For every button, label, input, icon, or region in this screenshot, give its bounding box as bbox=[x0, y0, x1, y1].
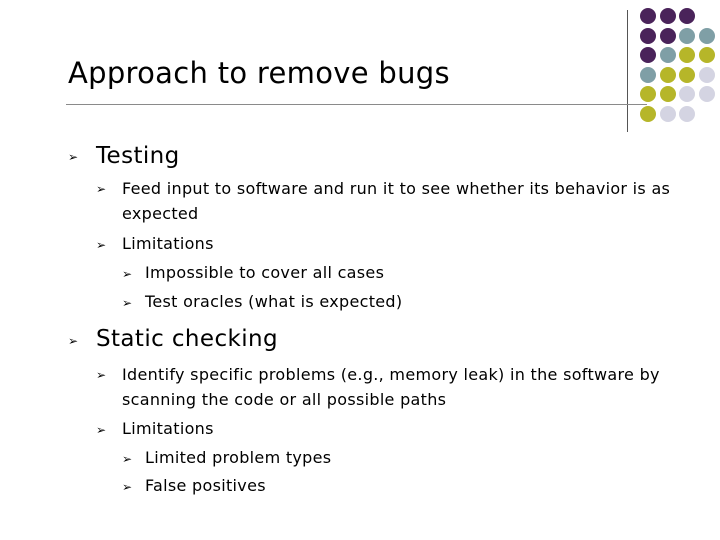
decorative-dot bbox=[660, 67, 676, 83]
decorative-dot bbox=[679, 86, 695, 102]
static-item-limitations: Limitations bbox=[122, 419, 214, 438]
section-heading-testing: Testing bbox=[96, 143, 180, 169]
static-limitation-false-positives: False positives bbox=[145, 476, 266, 495]
bullet-arrow-icon: ➢ bbox=[96, 368, 107, 382]
bullet-arrow-icon: ➢ bbox=[122, 296, 133, 310]
decorative-dot bbox=[660, 106, 676, 122]
decorative-vertical-rule bbox=[627, 10, 628, 132]
static-item-identify-problems: Identify specific problems (e.g., memory leak) in the software by scanning the code or all possible paths bbox=[122, 365, 660, 409]
decorative-dot bbox=[699, 67, 715, 83]
decorative-dot bbox=[640, 28, 656, 44]
decorative-dot bbox=[660, 86, 676, 102]
decorative-dot bbox=[679, 47, 695, 63]
decorative-dot bbox=[660, 47, 676, 63]
bullet-arrow-icon: ➢ bbox=[96, 423, 107, 437]
testing-item-feed-input: Feed input to software and run it to see whether its behavior is as expected bbox=[122, 179, 671, 223]
decorative-dot bbox=[640, 8, 656, 24]
decorative-dot bbox=[660, 8, 676, 24]
bullet-arrow-icon: ➢ bbox=[96, 238, 107, 252]
decorative-dot bbox=[640, 67, 656, 83]
decorative-dot bbox=[640, 106, 656, 122]
testing-limitation-oracles: Test oracles (what is expected) bbox=[145, 292, 403, 311]
testing-limitation-coverage: Impossible to cover all cases bbox=[145, 263, 385, 282]
bullet-arrow-icon: ➢ bbox=[122, 452, 133, 466]
decorative-dot bbox=[699, 86, 715, 102]
decorative-dot bbox=[699, 28, 715, 44]
decorative-dot bbox=[640, 47, 656, 63]
title-underline-rule bbox=[66, 104, 647, 105]
bullet-arrow-icon: ➢ bbox=[122, 480, 133, 494]
section-heading-static-checking: Static checking bbox=[96, 326, 278, 352]
bullet-arrow-icon: ➢ bbox=[68, 334, 79, 348]
decorative-dot bbox=[679, 8, 695, 24]
slide-title: Approach to remove bugs bbox=[68, 56, 450, 90]
bullet-arrow-icon: ➢ bbox=[122, 267, 133, 281]
decorative-dot bbox=[660, 28, 676, 44]
testing-item-limitations: Limitations bbox=[122, 234, 214, 253]
static-limitation-problem-types: Limited problem types bbox=[145, 448, 332, 467]
decorative-dot bbox=[679, 106, 695, 122]
decorative-dot bbox=[679, 28, 695, 44]
bullet-arrow-icon: ➢ bbox=[68, 150, 79, 164]
decorative-dot bbox=[679, 67, 695, 83]
decorative-dot-grid bbox=[636, 8, 720, 128]
decorative-dot bbox=[699, 47, 715, 63]
decorative-dot bbox=[640, 86, 656, 102]
bullet-arrow-icon: ➢ bbox=[96, 182, 107, 196]
